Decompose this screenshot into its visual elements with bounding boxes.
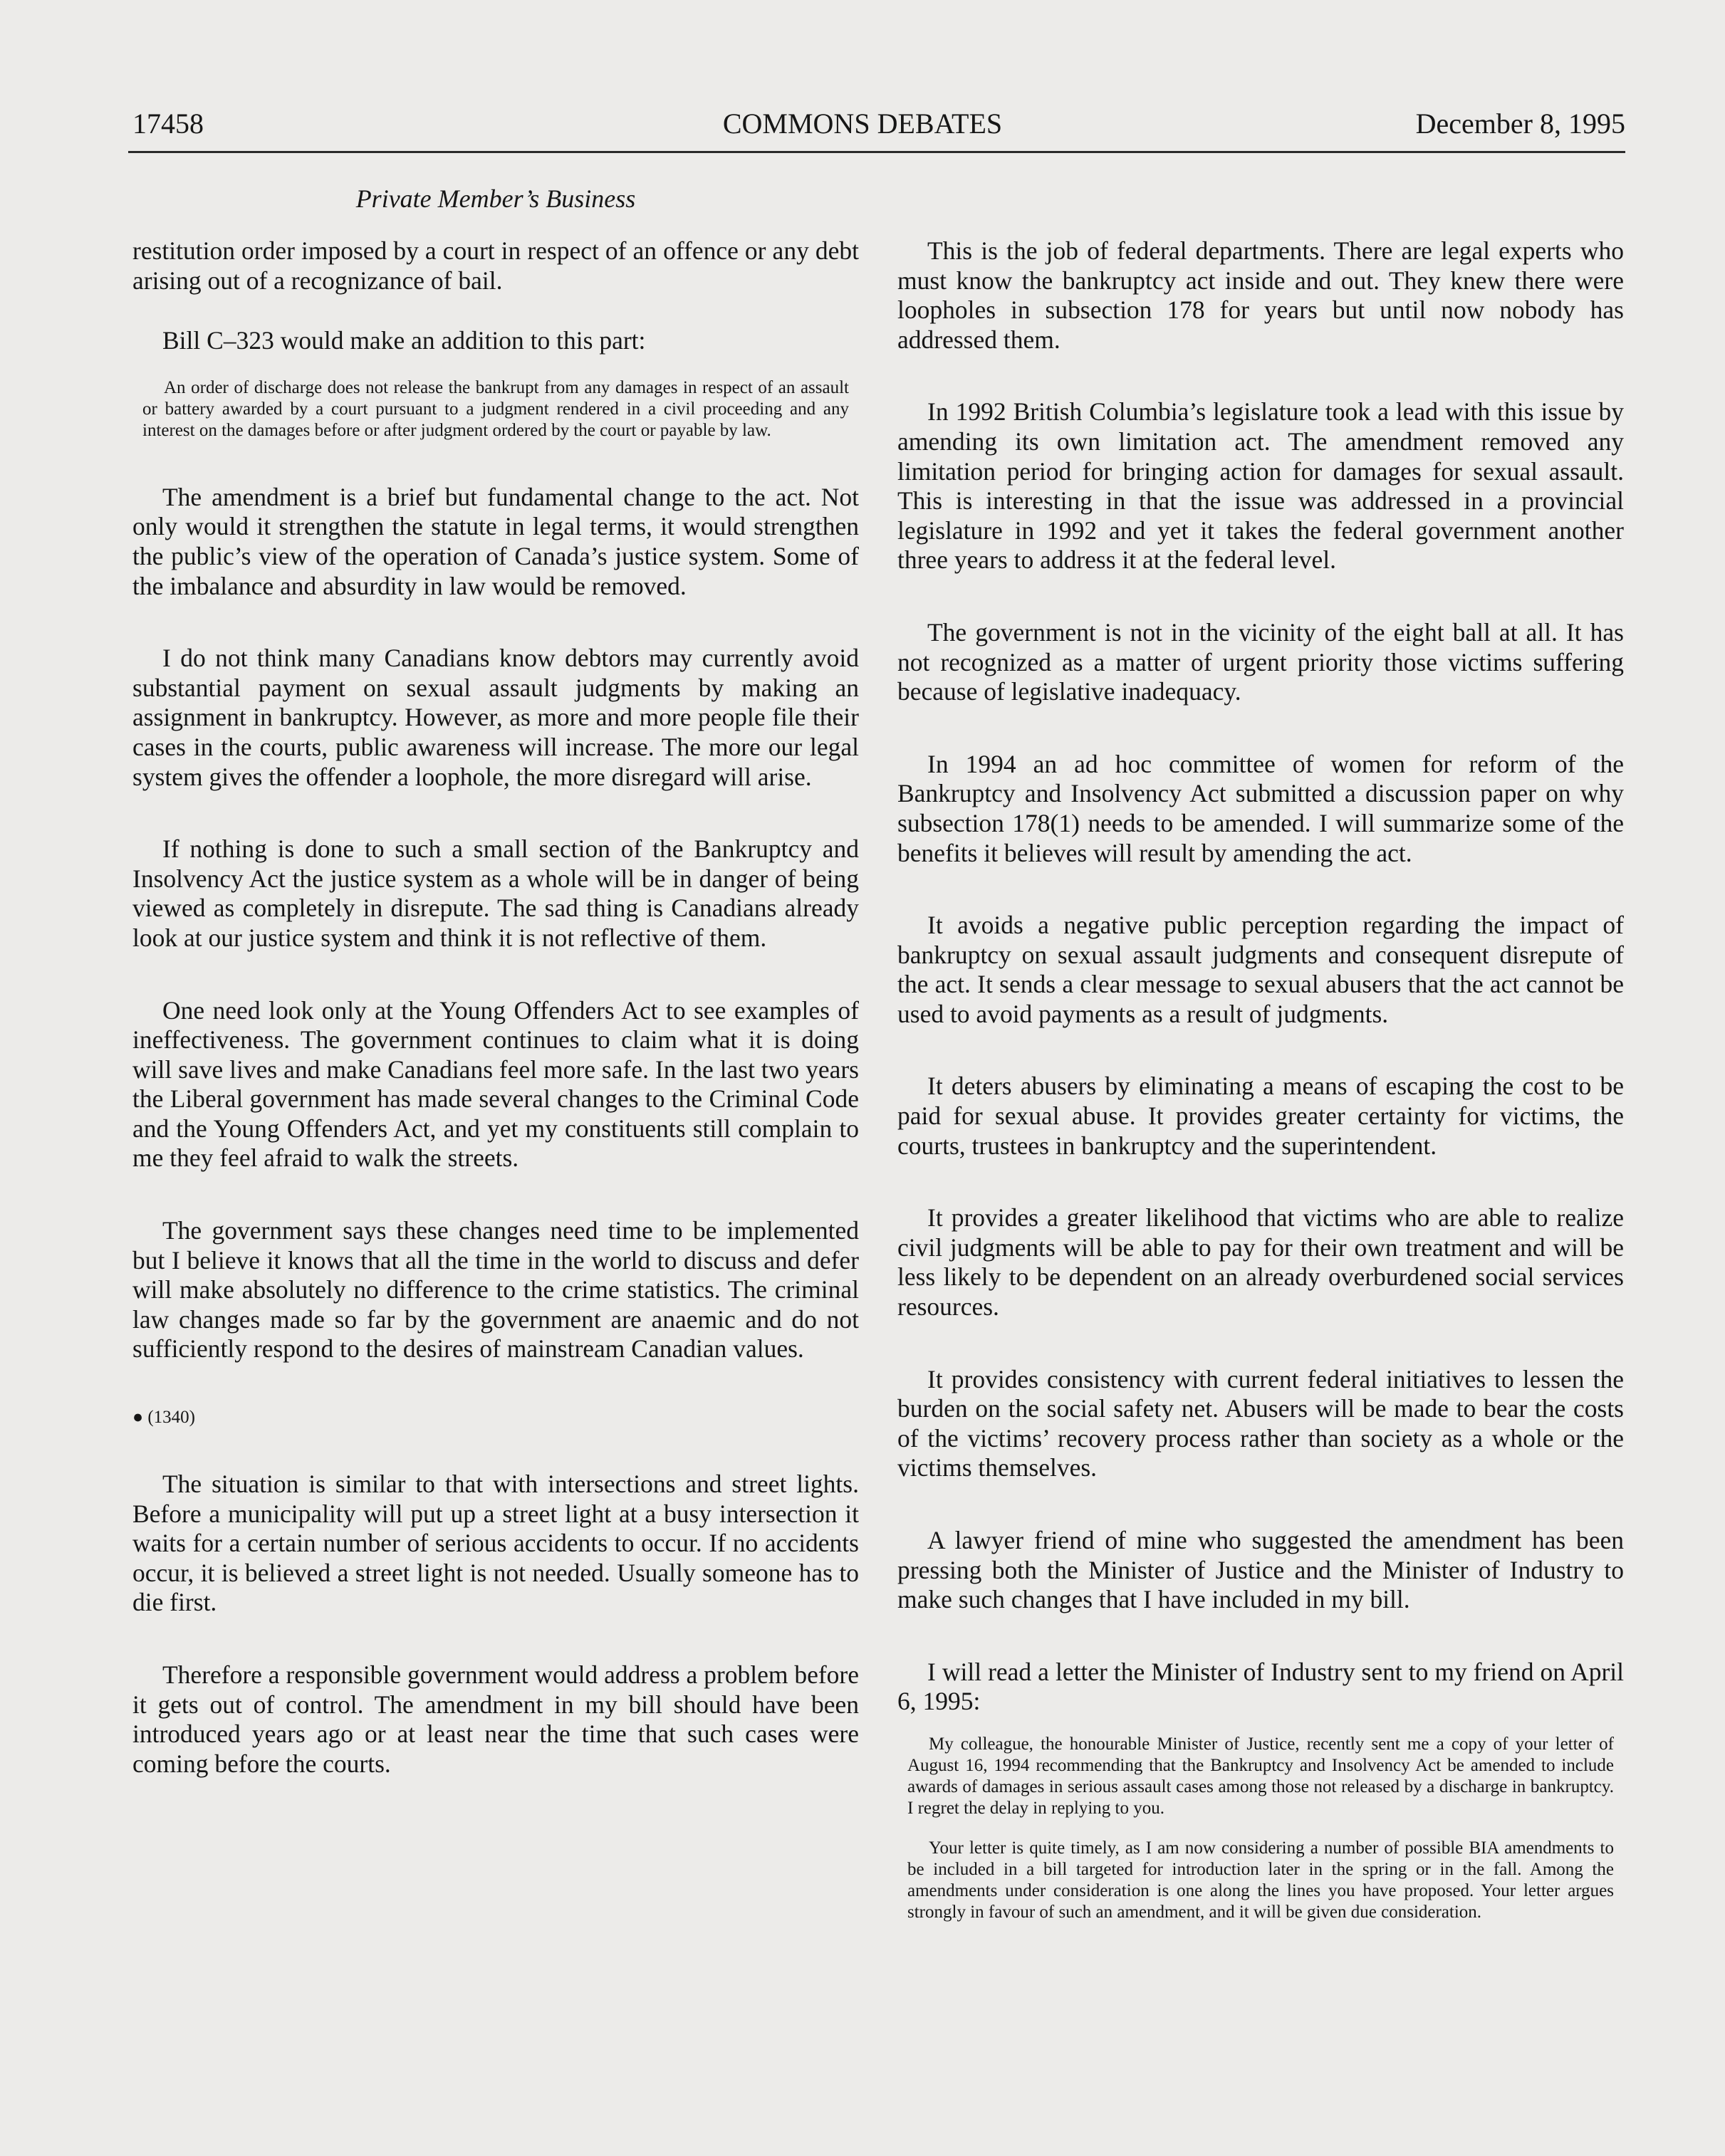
paragraph: The amendment is a brief but fundamental change to the act. Not only would it strengthen the statute in legal terms, it would strengthen the public’s view of the operation of Canada’s justice system. Some of the imbalance and absurdity in law would be removed.: [132, 482, 859, 600]
paragraph: Bill C–323 would make an addition to this part:: [162, 326, 646, 355]
left-column: [132, 236, 859, 1779]
paragraph: It provides a greater likelihood that victims who are able to realize civil judgments will be able to pay for their own treatment and will be less likely to be dependent on an already overburdened social services resources.: [897, 1203, 1624, 1322]
paragraph: The government is not in the vicinity of the eight ball at all. It has not recognized as a matter of urgent priority those victims suffering because of legislative inadequacy.: [897, 617, 1624, 706]
paragraph: I will read a letter the Minister of Industry sent to my friend on April 6, 1995:: [897, 1657, 1624, 1716]
publication-date: December 8, 1995: [1415, 108, 1625, 140]
paragraph: A lawyer friend of mine who suggested the amendment has been pressing both the Minister of Justice and the Minister of Industry to make such changes that I have included in my bill.: [897, 1526, 1624, 1614]
right-column: [897, 236, 1624, 1923]
paragraph: It provides consistency with current federal initiatives to lessen the burden on the social safety net. Abusers will be made to bear the costs of the victims’ recovery process rather than society as a whole or the victims themselves.: [897, 1364, 1624, 1482]
paragraph: In 1994 an ad hoc committee of women for reform of the Bankruptcy and Insolvency Act submitted a discussion paper on why subsection 178(1) needs to be amended. I will summarize some of the benefits it believes will result by amending the act.: [897, 749, 1624, 867]
paragraph: restitution order imposed by a court in respect of an offence or any debt arising out of a recognizance of bail.: [132, 236, 859, 295]
header-rule: [128, 151, 1625, 153]
paragraph: The government says these changes need time to be implemented but I believe it knows that all the time in the world to discuss and defer will make absolutely no difference to the crime statistics. The criminal law changes made so far by the government are anaemic and do not sufficiently respond to the desires of mainstream Canadian values.: [132, 1216, 859, 1364]
paragraph: This is the job of federal departments. There are legal experts who must know the bankruptcy act inside and out. They knew there were loopholes in subsection 178 for years but until now nobody has addressed them.: [897, 236, 1624, 354]
paragraph: Therefore a responsible government would address a problem before it gets out of control. The amendment in my bill should have been introduced years ago or at least near the time that such cases were coming before the courts.: [132, 1660, 859, 1778]
page-number: 17458: [132, 108, 204, 140]
section-title: Private Member’s Business: [355, 184, 636, 213]
paragraph: If nothing is done to such a small section of the Bankruptcy and Insolvency Act the justice system as a whole will be in danger of being viewed as completely in disrepute. The sad thing is Canadians already look at our justice system and think it is not reflective of them.: [132, 834, 859, 952]
publication-title: COMMONS DEBATES: [722, 108, 1003, 140]
paragraph: It deters abusers by eliminating a means of escaping the cost to be paid for sexual abuse. It provides greater certainty for victims, the courts, trustees in bankruptcy and the superintendent.: [897, 1072, 1624, 1160]
time-marker: ● (1340): [132, 1408, 196, 1428]
paragraph: In 1992 British Columbia’s legislature took a lead with this issue by amending its own limitation act. The amendment removed any limitation period for bringing action for damages for sexual assault. This is interesting in that the issue was addressed in a provincial legislature in 1992 and yet it takes the federal government another three years to address it at the federal level.: [897, 397, 1624, 575]
paragraph: I do not think many Canadians know debtors may currently avoid substantial payment on sexual assault judgments by making an assignment in bankruptcy. However, as more and more people file their cases in the courts, public awareness will increase. The more our legal system gives the offender a loophole, the more disregard will arise.: [132, 644, 859, 791]
block-quote: My colleague, the honourable Minister of Justice, recently sent me a copy of your letter of August 16, 1994 recommending that the Bankruptcy and Insolvency Act be amended to include awards of damages in serious assault cases among those not released by a discharge in bankruptcy. I regret the delay in replying to you.: [907, 1734, 1614, 1818]
paragraph: It avoids a negative public perception regarding the impact of bankruptcy on sexual assault judgments and consequent disrepute of the act. It sends a clear message to sexual abusers that the act cannot be used to avoid payments as a result of judgments.: [897, 911, 1624, 1028]
paragraph: The situation is similar to that with intersections and street lights. Before a municipality will put up a street light at a busy intersection it waits for a certain number of serious accidents to occur. If no accidents occur, it is believed a street light is not needed. Usually someone has to die first.: [132, 1470, 859, 1617]
paragraph: One need look only at the Young Offenders Act to see examples of ineffectiveness. The government continues to claim what it is doing will save lives and make Canadians feel more safe. In the last two years the Liberal government has made several changes to the Criminal Code and the Young Offenders Act, and yet my constituents still complain to me they feel afraid to walk the streets.: [132, 995, 859, 1173]
block-quote: Your letter is quite timely, as I am now considering a number of possible BIA amendments to be included in a bill targeted for introduction later in the spring or in the fall. Among the amendments under consideration is one along the lines you have proposed. Your letter argues strongly in favour of such an amendment, and it will be given due consideration.: [907, 1838, 1614, 1922]
block-quote: An order of discharge does not release the bankrupt from any damages in respect of an assault or battery awarded by a court pursuant to a judgment rendered in a civil proceeding and any interest on the damages before or after judgment ordered by the court or payable by law.: [142, 377, 849, 440]
